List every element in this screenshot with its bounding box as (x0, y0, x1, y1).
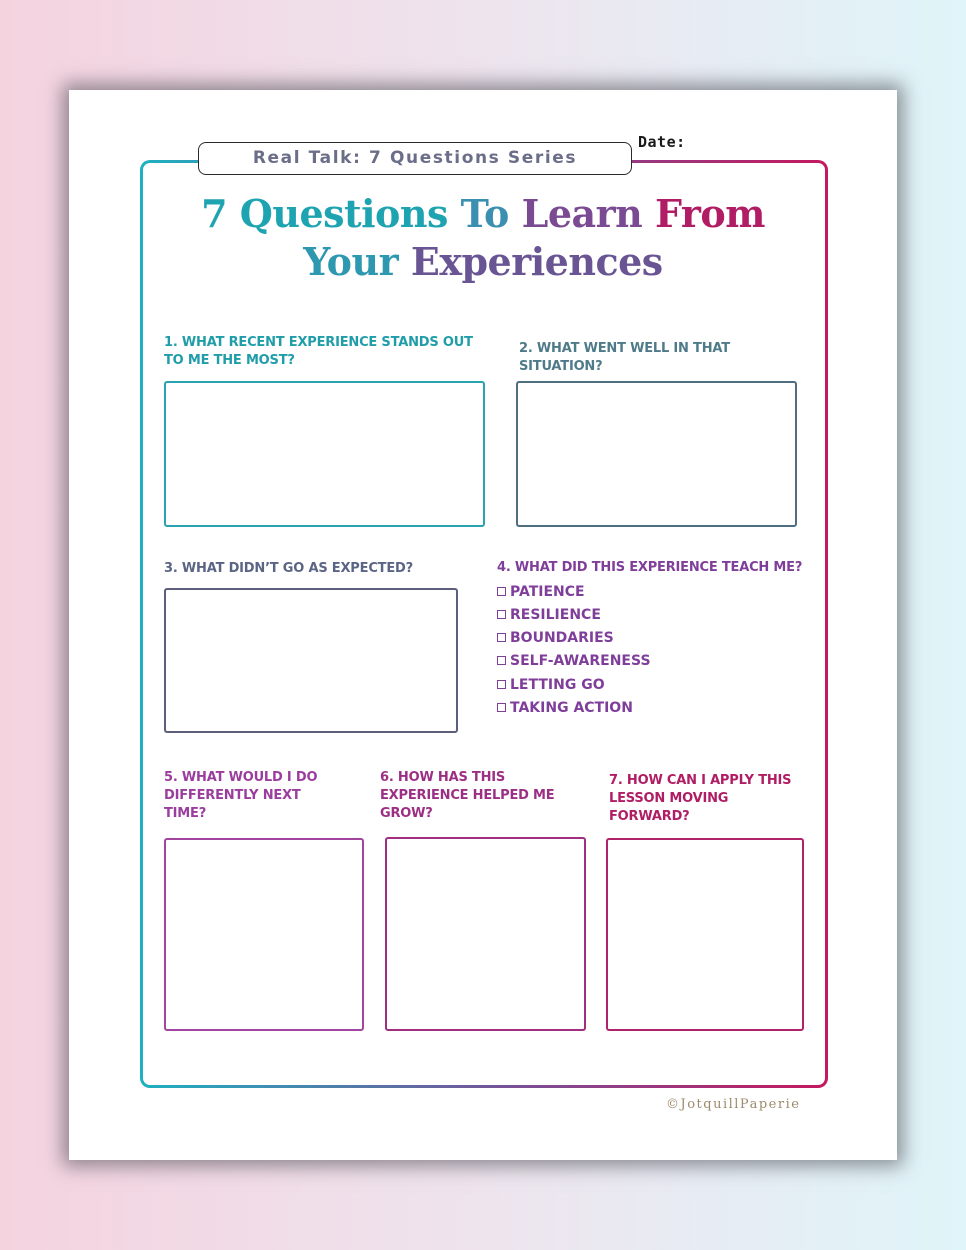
answer-box-2[interactable] (516, 381, 797, 527)
question-3: 3. WHAT DIDN’T GO AS EXPECTED? (164, 561, 413, 576)
question-1: 1. WHAT RECENT EXPERIENCE STANDS OUT TO ME THE MOST? (164, 335, 473, 368)
question-6: 6. HOW HAS THIS EXPERIENCE HELPED ME GROW? (380, 770, 555, 821)
lesson-option[interactable]: SELF-AWARENESS (497, 653, 651, 669)
title-word: Experiences (410, 239, 663, 284)
checkbox-icon[interactable] (497, 680, 506, 689)
question-5: 5. WHAT WOULD I DO DIFFERENTLY NEXT TIME? (164, 770, 318, 821)
checkbox-icon[interactable] (497, 703, 506, 712)
question-2: 2. WHAT WENT WELL IN THAT SITUATION? (519, 341, 730, 374)
answer-box-1[interactable] (164, 381, 485, 527)
question-4: 4. WHAT DID THIS EXPERIENCE TEACH ME? (497, 560, 803, 575)
answer-box-6[interactable] (385, 837, 586, 1031)
title-word: Learn (521, 191, 643, 236)
copyright: ©JotquillPaperie (666, 1097, 801, 1112)
page-title-line-2 (150, 239, 816, 284)
lesson-option[interactable]: RESILIENCE (497, 607, 601, 623)
checkbox-icon[interactable] (497, 633, 506, 642)
title-word: 7 Questions (201, 191, 448, 236)
title-word: From (655, 191, 765, 236)
question-7: 7. HOW CAN I APPLY THIS LESSON MOVING FORWARD? (609, 773, 792, 824)
lesson-option[interactable]: PATIENCE (497, 584, 585, 600)
answer-box-7[interactable] (606, 838, 804, 1031)
checkbox-icon[interactable] (497, 610, 506, 619)
title-word: Your (303, 239, 399, 284)
checkbox-icon[interactable] (497, 587, 506, 596)
answer-box-5[interactable] (164, 838, 364, 1031)
lesson-option[interactable]: TAKING ACTION (497, 700, 633, 716)
date-label: Date: (638, 133, 686, 151)
answer-box-3[interactable] (164, 588, 458, 733)
series-label: Real Talk: 7 Questions Series (198, 142, 632, 175)
checkbox-icon[interactable] (497, 656, 506, 665)
lesson-option[interactable]: LETTING GO (497, 677, 605, 693)
page-title-line-1 (150, 191, 816, 236)
title-word: To (460, 191, 509, 236)
lesson-option[interactable]: BOUNDARIES (497, 630, 614, 646)
